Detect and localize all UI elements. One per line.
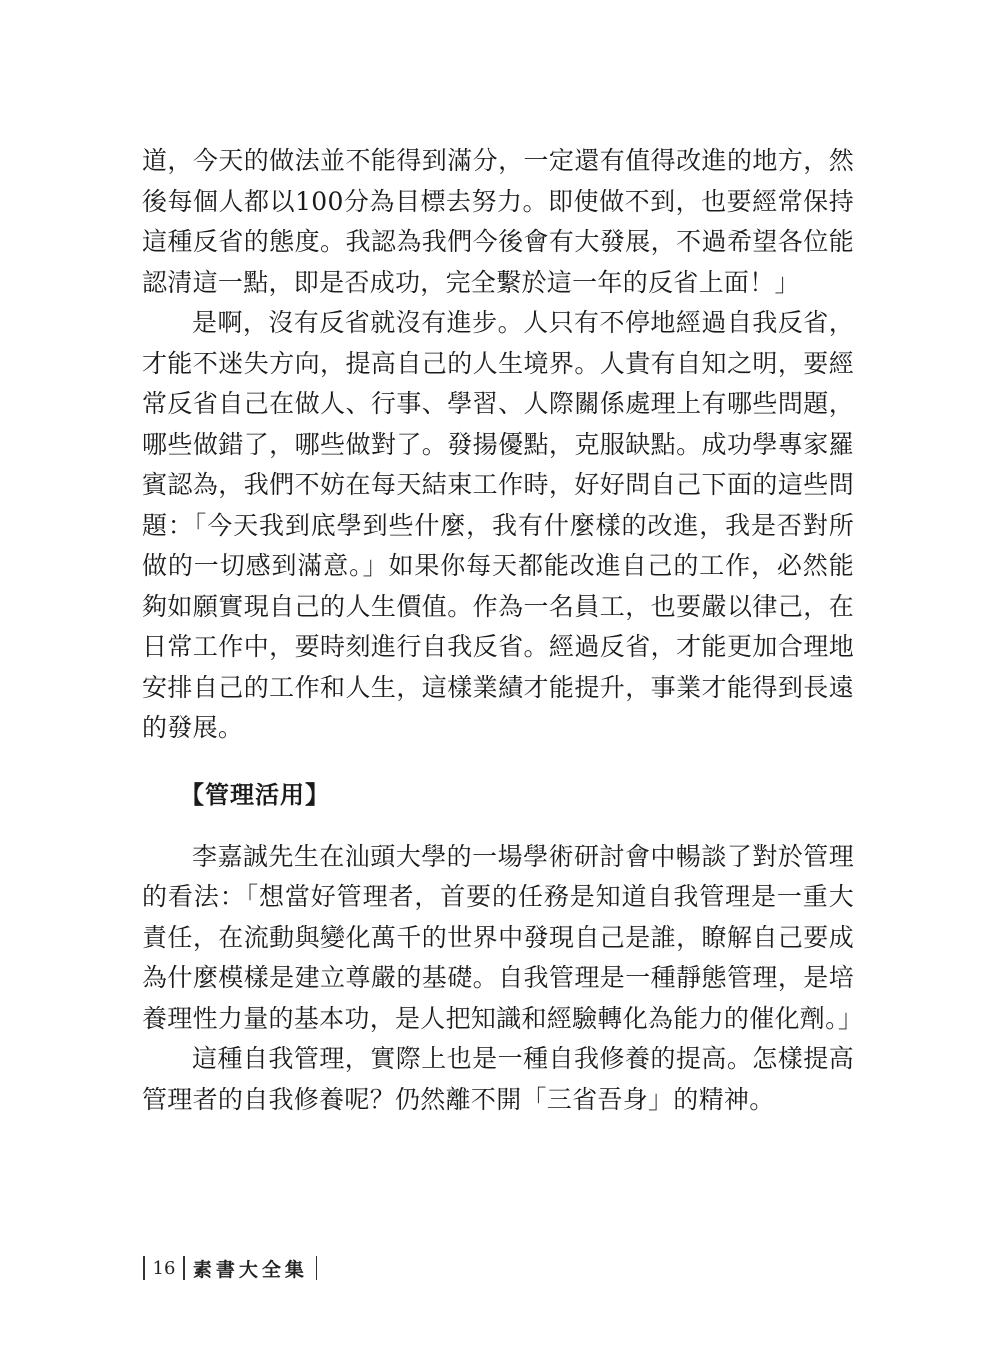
body-paragraph-self-cultivation: 這種自我管理，實際上也是一種自我修養的提高。怎樣提高管理者的自我修養呢？仍然離不開「三省吾身」的精神。 <box>142 1044 854 1114</box>
footer-divider-middle <box>183 1256 185 1280</box>
body-paragraph-li-ka-shing: 李嘉誠先生在汕頭大學的一場學術研討會中暢談了對於管理的看法：「想當好管理者，首要的任務是知道自我管理是一重大責任，在流動與變化萬千的世界中發現自己是誰，瞭解自己要成為什麼模樣是建立尊嚴的基礎。自我管理是一種靜態管理，是培養理性力量的基本功，是人把知識和經驗轉化為能力的催化劑。」 <box>142 841 864 1033</box>
page-footer <box>143 1253 317 1283</box>
page-number: 16 <box>152 1257 176 1279</box>
page-body <box>142 141 864 1120</box>
body-paragraph-continuation: 道，今天的做法並不能得到滿分，一定還有值得改進的地方，然後每個人都以100分為目標去努力。即使做不到，也要經常保持這種反省的態度。我認為我們今後會有大發展，不過希望各位能認清這一點，即是否成功，完全繫於這一年的反省上面！」 <box>142 146 854 297</box>
section-heading: 【管理活用】 <box>180 780 330 809</box>
footer-divider-left <box>143 1256 145 1280</box>
book-title: 素書大全集 <box>192 1258 308 1281</box>
footer-divider-right <box>316 1256 318 1280</box>
body-paragraph-reflection: 是啊，沒有反省就沒有進步。人只有不停地經過自我反省，才能不迷失方向，提高自己的人生境界。人貴有自知之明，要經常反省自己在做人、行事、學習、人際關係處理上有哪些問題，哪些做錯了，哪些做對了。發揚優點，克服缺點。成功學專家羅賓認為，我們不妨在每天結束工作時，好好問自己下面的這些問題：「今天我到底學到些什麼，我有什麼樣的改進，我是否對所做的一切感到滿意。」如果你每天都能改進自己的工作，必然能夠如願實現自己的人生價值。作為一名員工，也要嚴以律己，在日常工作中，要時刻進行自我反省。經過反省，才能更加合理地安排自己的工作和人生，這樣業績才能提升，事業才能得到長遠的發展。 <box>142 308 854 742</box>
